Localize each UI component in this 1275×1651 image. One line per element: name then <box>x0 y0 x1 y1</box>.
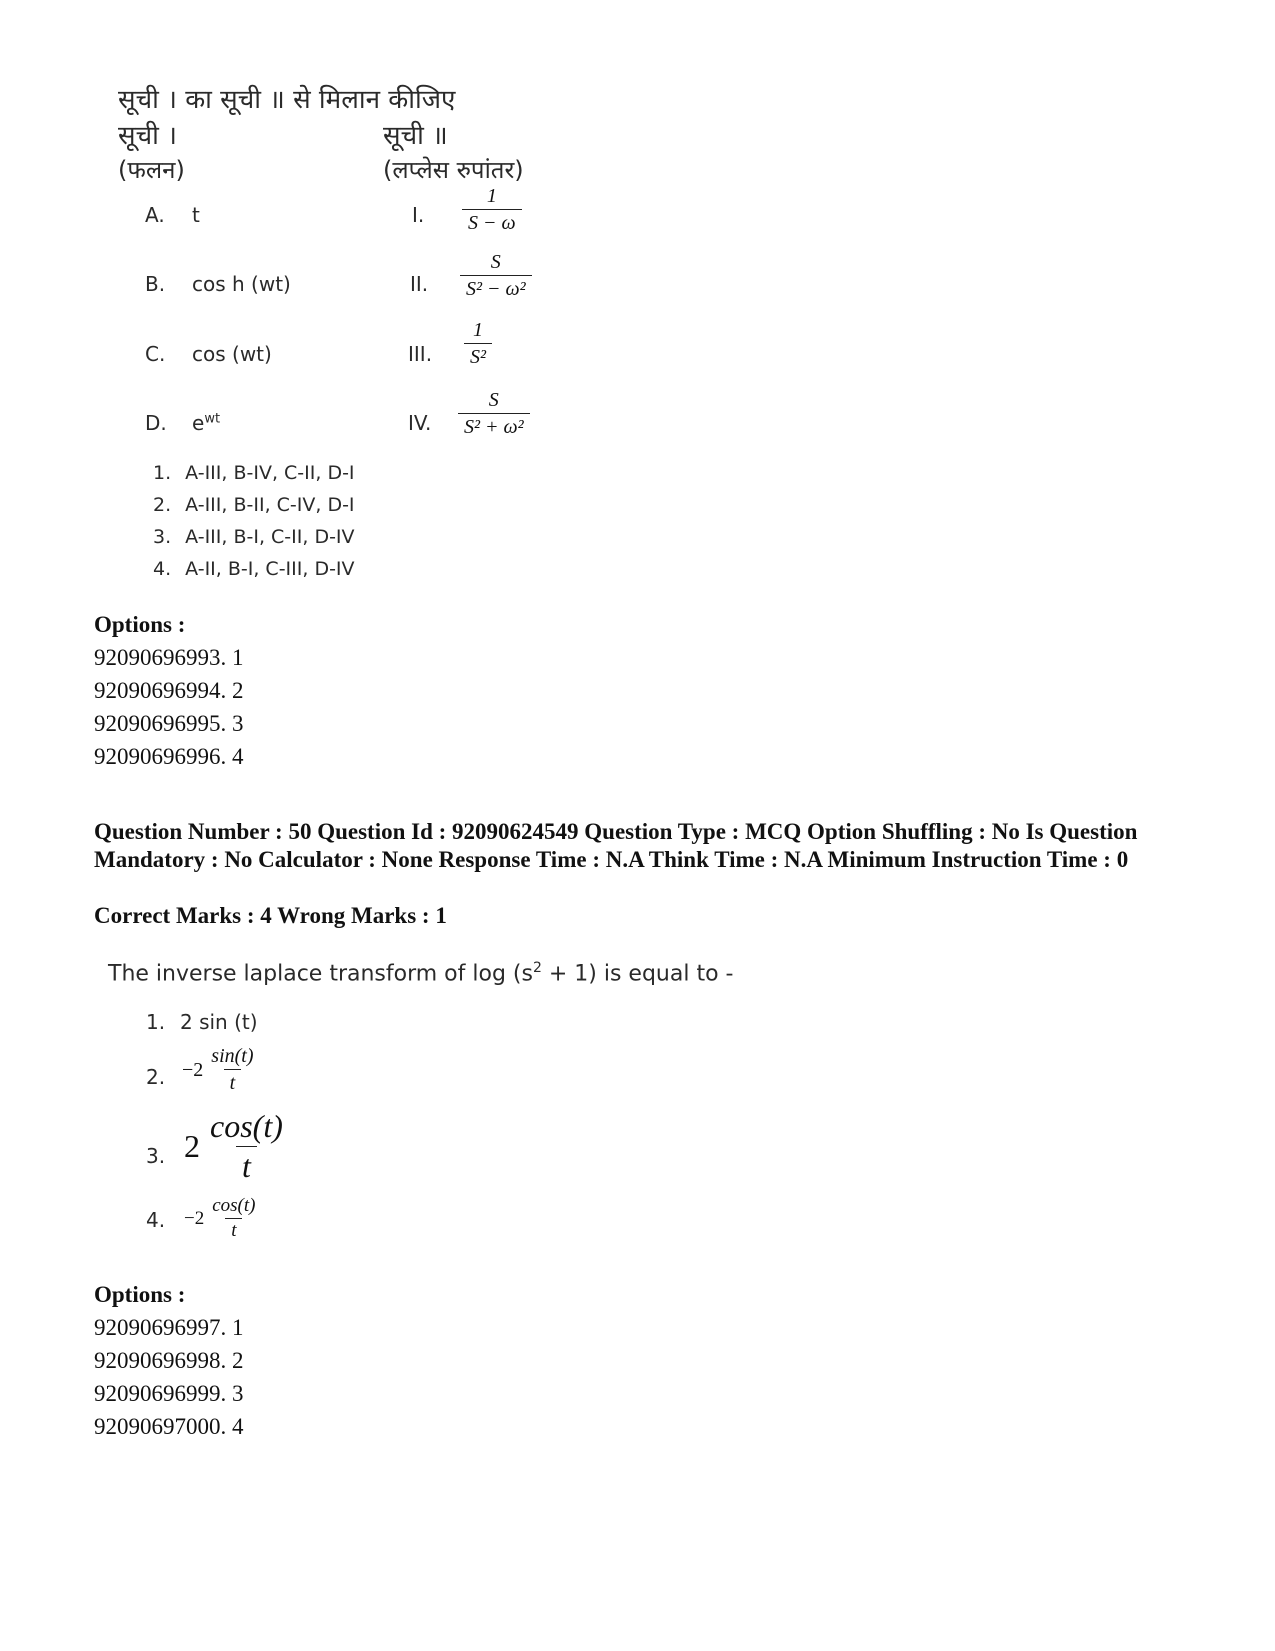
answer-choice <box>153 494 355 516</box>
fraction-denominator: S − ω <box>462 209 522 234</box>
answer-choice <box>153 558 355 580</box>
question-exponent: 2 <box>532 960 542 976</box>
fraction-numerator: 1 <box>473 319 483 341</box>
choice-expression <box>184 1196 261 1242</box>
function-exponent: wt <box>204 411 221 427</box>
laplace-fraction <box>462 186 522 234</box>
choice-text: A-II, B-I, C-III, D-IV <box>185 558 355 580</box>
options-label: Options : <box>94 1282 186 1307</box>
fraction-numerator: cos(t) <box>212 1195 256 1216</box>
option-id: 92090696997. 1 <box>94 1315 244 1340</box>
choice-number: 4. <box>153 558 172 580</box>
fraction-numerator: S <box>488 389 499 411</box>
option-id: 92090696996. 4 <box>94 744 244 769</box>
fraction-numerator: cos(t) <box>210 1108 283 1144</box>
row-letter: C. <box>145 342 166 366</box>
row-function: cos (wt) <box>192 342 272 366</box>
options-label: Options : <box>94 612 186 637</box>
list2-subheader: (लप्लेस रुपांतर) <box>383 156 524 184</box>
row-function: cos h (wt) <box>192 272 291 296</box>
row-letter: B. <box>145 272 166 296</box>
question-text <box>108 960 733 986</box>
row-letter: A. <box>145 203 165 227</box>
fraction-denominator: t <box>236 1146 257 1184</box>
fraction-denominator: S² <box>464 343 492 368</box>
row-function: t <box>192 203 200 227</box>
question-marks: Correct Marks : 4 Wrong Marks : 1 <box>94 903 447 928</box>
list1-subheader: (फलन) <box>118 156 185 184</box>
function-base: e <box>192 411 205 435</box>
option-id: 92090696993. 1 <box>94 645 244 670</box>
laplace-fraction <box>458 390 530 438</box>
option-id: 92090696999. 3 <box>94 1381 244 1406</box>
fraction-denominator: S² + ω² <box>458 413 530 438</box>
choice-expression <box>182 1046 260 1094</box>
question-text-pre: The inverse laplace transform of log (s <box>108 961 533 987</box>
match-instruction: सूची । का सूची ॥ से मिलान कीजिए <box>118 85 456 115</box>
option-id: 92090696998. 2 <box>94 1348 244 1373</box>
question-meta: Question Number : 50 Question Id : 92090624549 Question Type : MCQ Option Shuffling : No Is Question Mandatory : No Calculator : None Response Time : N.A Think Time : N.A Minimum Instruction Time : 0 <box>94 819 1138 872</box>
fraction-denominator: t <box>225 1218 242 1242</box>
list1-header: सूची । <box>118 121 177 151</box>
option-id: 92090696994. 2 <box>94 678 244 703</box>
row-roman: III. <box>408 342 433 366</box>
fraction-numerator: 1 <box>486 185 497 207</box>
choice-number: 3. <box>146 1144 166 1168</box>
expression-coefficient: −2 <box>184 1207 205 1229</box>
row-function <box>192 411 220 435</box>
fraction-denominator: t <box>224 1069 242 1094</box>
row-roman: II. <box>410 272 429 296</box>
expression-coefficient: 2 <box>184 1128 200 1165</box>
choice-text: 2 sin (t) <box>180 1010 258 1034</box>
laplace-fraction <box>464 320 492 368</box>
fraction-numerator: S <box>490 251 501 273</box>
list2-header: सूची ॥ <box>383 121 448 151</box>
row-letter: D. <box>145 411 167 435</box>
option-id: 92090696995. 3 <box>94 711 244 736</box>
choice-text: A-III, B-I, C-II, D-IV <box>185 526 355 548</box>
choice-text: A-III, B-IV, C-II, D-I <box>185 462 355 484</box>
question-text-post: + 1) is equal to - <box>541 961 734 987</box>
choice-number: 1. <box>146 1010 166 1034</box>
choice-number: 3. <box>153 526 172 548</box>
choice-number: 2. <box>146 1065 166 1089</box>
row-roman: IV. <box>408 411 432 435</box>
laplace-fraction <box>460 252 532 300</box>
expression-coefficient: −2 <box>182 1058 204 1081</box>
choice-number: 4. <box>146 1208 166 1232</box>
row-roman: I. <box>412 203 425 227</box>
fraction-denominator: S² − ω² <box>460 275 532 300</box>
choice-number: 1. <box>153 462 172 484</box>
choice-number: 2. <box>153 494 172 516</box>
answer-choice <box>153 526 355 548</box>
answer-choice <box>153 462 355 484</box>
choice-expression <box>184 1110 289 1184</box>
choice-text: A-III, B-II, C-IV, D-I <box>185 494 355 516</box>
fraction-numerator: sin(t) <box>211 1045 254 1067</box>
option-id: 92090697000. 4 <box>94 1414 244 1439</box>
